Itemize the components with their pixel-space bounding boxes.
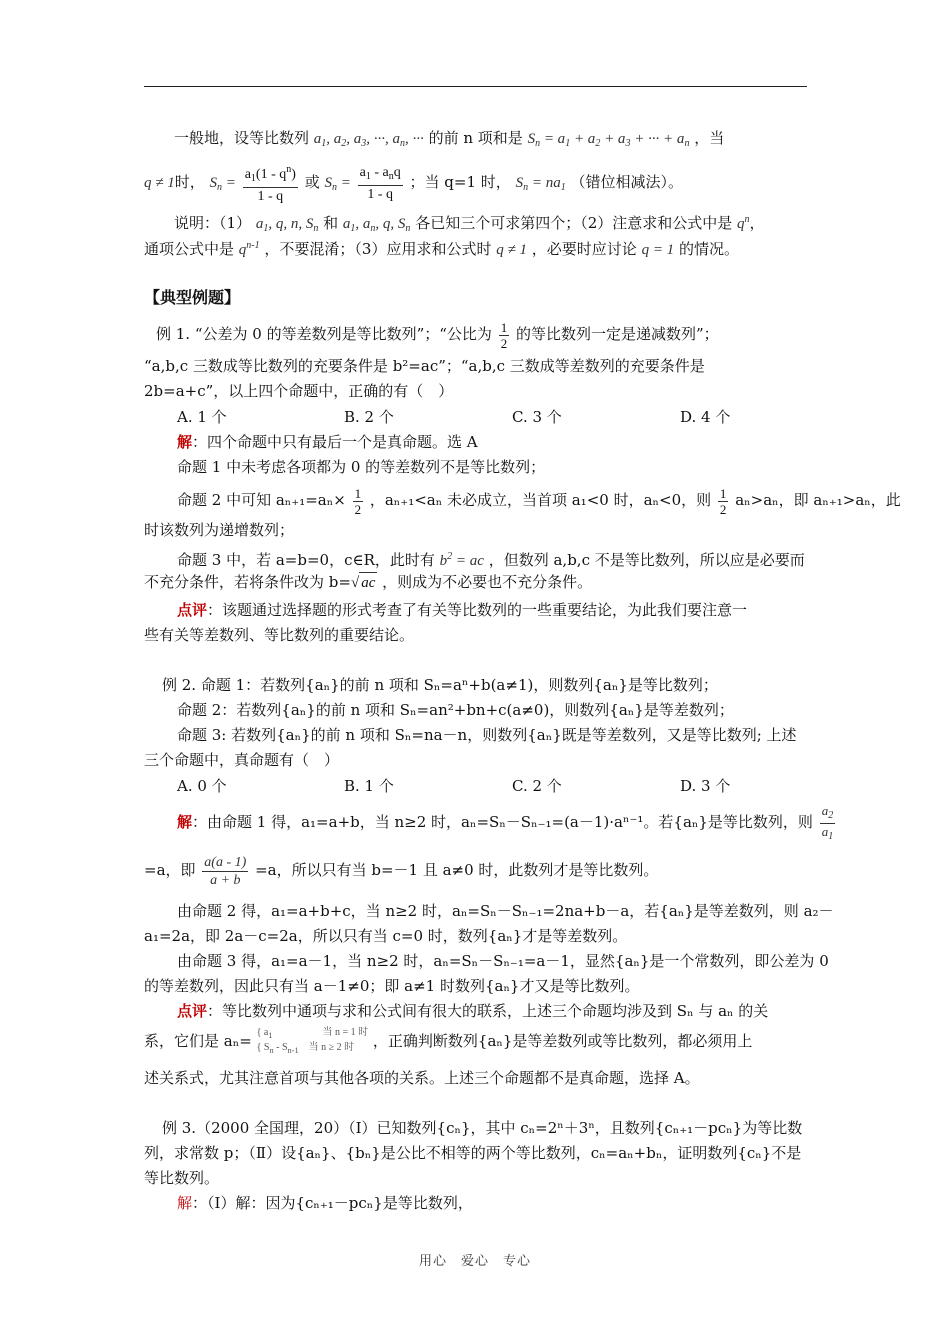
ex2-solution-4: a₁=2a，即 2a－c=2a，所以只有当 c=0 时，数列{aₙ}才是等差数列。 [144,927,628,945]
ex1-option-a: A. 1 个 [177,408,227,426]
ex1-option-d: D. 4 个 [680,408,731,426]
ex2-comment-2: 系，它们是 aₙ= { $a_1$ 当 n = 1 时 { $S_n - S_{n-1}$ 当 n ≥ 2 时 ，正确判断数列{aₙ}是等差数列或等比数列，都必须用上 [144,1027,753,1055]
intro-line-2: q ≠ 1时， $S_n$ = $\frac{a_1(1 - q^n)}{1 - q}$ 或 $S_n$ = $\frac{a_1 - a_nq}{1 - q}$ ；当 q=1 时， $S_n = na_1$ （错位相减法）。 [144,160,683,210]
ex3-line-2: 列，求常数 p；（Ⅱ）设{aₙ}、{bₙ}是公比不相等的两个等比数列，cₙ=aₙ+bₙ，证明数列{cₙ}不是 [144,1144,802,1162]
ex1-proof-3-cont: 不充分条件，若将条件改为 b=√ ac ，则成为不必要也不充分条件。 [144,573,593,591]
ex3-line-3: 等比数列。 [144,1169,220,1187]
ex2-line-2: 命题 2：若数列{aₙ}的前 n 项和 Sₙ=an²+bn+c(a≠0)，则数列{aₙ}是等差数列； [177,701,734,719]
ex1-option-b: B. 2 个 [344,408,394,426]
ex1-line-3: 2b=a+c”，以上四个命题中，正确的有（ ） [144,382,454,400]
ex1-proof-1: 命题 1 中未考虑各项都为 0 的等差数列不是等比数列； [177,458,546,476]
ex3-line-1: 例 3.（2000 全国理，20）（Ⅰ）已知数列{cₙ}，其中 cₙ=2ⁿ＋3ⁿ，且数列{cₙ₊₁－pcₙ}为等比数 [162,1119,803,1137]
piecewise-formula: { $a_1$ 当 n = 1 时 { $S_n - S_{n-1}$ 当 n ≥ 2 时 [256,1027,369,1055]
ex2-option-c: C. 2 个 [512,777,562,795]
ex2-line-4: 三个命题中，真命题有（ ） [144,751,340,769]
ex2-line-3: 命题 3: 若数列{aₙ}的前 n 项和 Sₙ=na－n，则数列{aₙ}既是等差数列，又是等比数列; 上述 [177,726,797,744]
ex2-option-b: B. 1 个 [344,777,394,795]
ex1-proof-2: 命题 2 中可知 aₙ₊₁=aₙ× $\frac{1}{2}$ ，aₙ₊₁<aₙ 未必成立，当首项 a₁<0 时，aₙ<0，则 $\frac{1}{2}$ aₙ>aₙ，即 aₙ₊₁>aₙ，此 [177,485,901,517]
intro-line-1: 一般地，设等比数列 $a_1$, $a_2$, $a_3$, ···, $a_n$, ··· 的前 n 项和是 $S_n = a_1 + a_2 + a_3$ + ··· + $a_n$ ，当 [174,129,725,149]
ex1-line-1: 例 1. “公差为 0 的等差数列是等比数列”；“公比为 $\frac{1}{2}$ 的等比数列一定是递减数列”； [156,319,719,351]
ex1-proof-2-cont: 时该数列为递增数列； [144,521,295,539]
intro-line-3: 说明：（1） $a_1$, q, n, $S_n$ 和 $a_1$, $a_n$, q, $S_n$ 各已知三个可求第四个；（2）注意求和公式中是 $q^n$， [174,214,765,234]
page-footer: 用心 爱心 专心 [418,1254,531,1269]
ex2-comment: 点评：等比数列中通项与求和公式间有很大的联系，上述三个命题均涉及到 Sₙ 与 aₙ 的关 [177,1002,769,1020]
ex2-solution-5: 由命题 3 得，a₁=a－1，当 n≥2 时，aₙ=Sₙ－Sₙ₋₁=a－1，显然{aₙ}是一个常数列，即公差为 0 [177,952,829,970]
ex2-comment-3: 述关系式，尤其注意首项与其他各项的关系。上述三个命题都不是真命题，选择 A。 [144,1069,700,1087]
ex1-proof-3: 命题 3 中，若 a=b=0，c∈R，此时有 $b^2$ = ac ，但数列 a,b,c 不是等比数列，所以应是必要而 [177,551,805,569]
ex1-line-2: “a,b,c 三数成等比数列的充要条件是 b²=ac”；“a,b,c 三数成等差数列的充要条件是 [144,357,705,375]
ex3-solution: 解：（Ⅰ）解：因为{cₙ₊₁－pcₙ}是等比数列， [177,1194,473,1212]
ex2-line-1: 例 2. 命题 1：若数列{aₙ}的前 n 项和 Sₙ=aⁿ+b(a≠1)，则数列{aₙ}是等比数列； [162,676,718,694]
section-title: 【典型例题】 [144,288,241,307]
ex2-option-d: D. 3 个 [680,777,731,795]
ex2-solution-3: 由命题 2 得，a₁=a+b+c，当 n≥2 时，aₙ=Sₙ－Sₙ₋₁=2na+b－a，若{aₙ}是等差数列，则 a₂－ [177,902,834,920]
ex2-solution-2: =a，即 $\frac{a(a - 1)}{a + b}$ =a，所以只有当 b=－1 且 a≠0 时，此数列才是等比数列。 [144,854,659,888]
ex2-solution-6: 的等差数列，因此只有当 a－1≠0；即 a≠1 时数列{aₙ}才又是等比数列。 [144,977,640,995]
ex2-option-a: A. 0 个 [177,777,227,795]
ex1-comment-cont: 些有关等差数列、等比数列的重要结论。 [144,626,415,644]
header-rule [144,86,807,87]
ex1-comment: 点评：该题通过选择题的形式考查了有关等比数列的一些重要结论，为此我们要注意一 [177,601,748,619]
ex2-solution-1: 解：由命题 1 得，a₁=a+b，当 n≥2 时，aₙ=Sₙ－Sₙ₋₁=(a－1)·aⁿ⁻¹。若{aₙ}是等比数列，则 $\frac{a_2}{a_1}$ [177,802,834,842]
intro-line-4: 通项公式中是 $q^{n-1}$ ，不要混淆；（3）应用求和公式时 q ≠ 1 ，必要时应讨论 q = 1 的情况。 [144,240,739,258]
ex1-solution: 解：四个命题中只有最后一个是真命题。选 A [177,433,478,451]
ex1-option-c: C. 3 个 [512,408,562,426]
